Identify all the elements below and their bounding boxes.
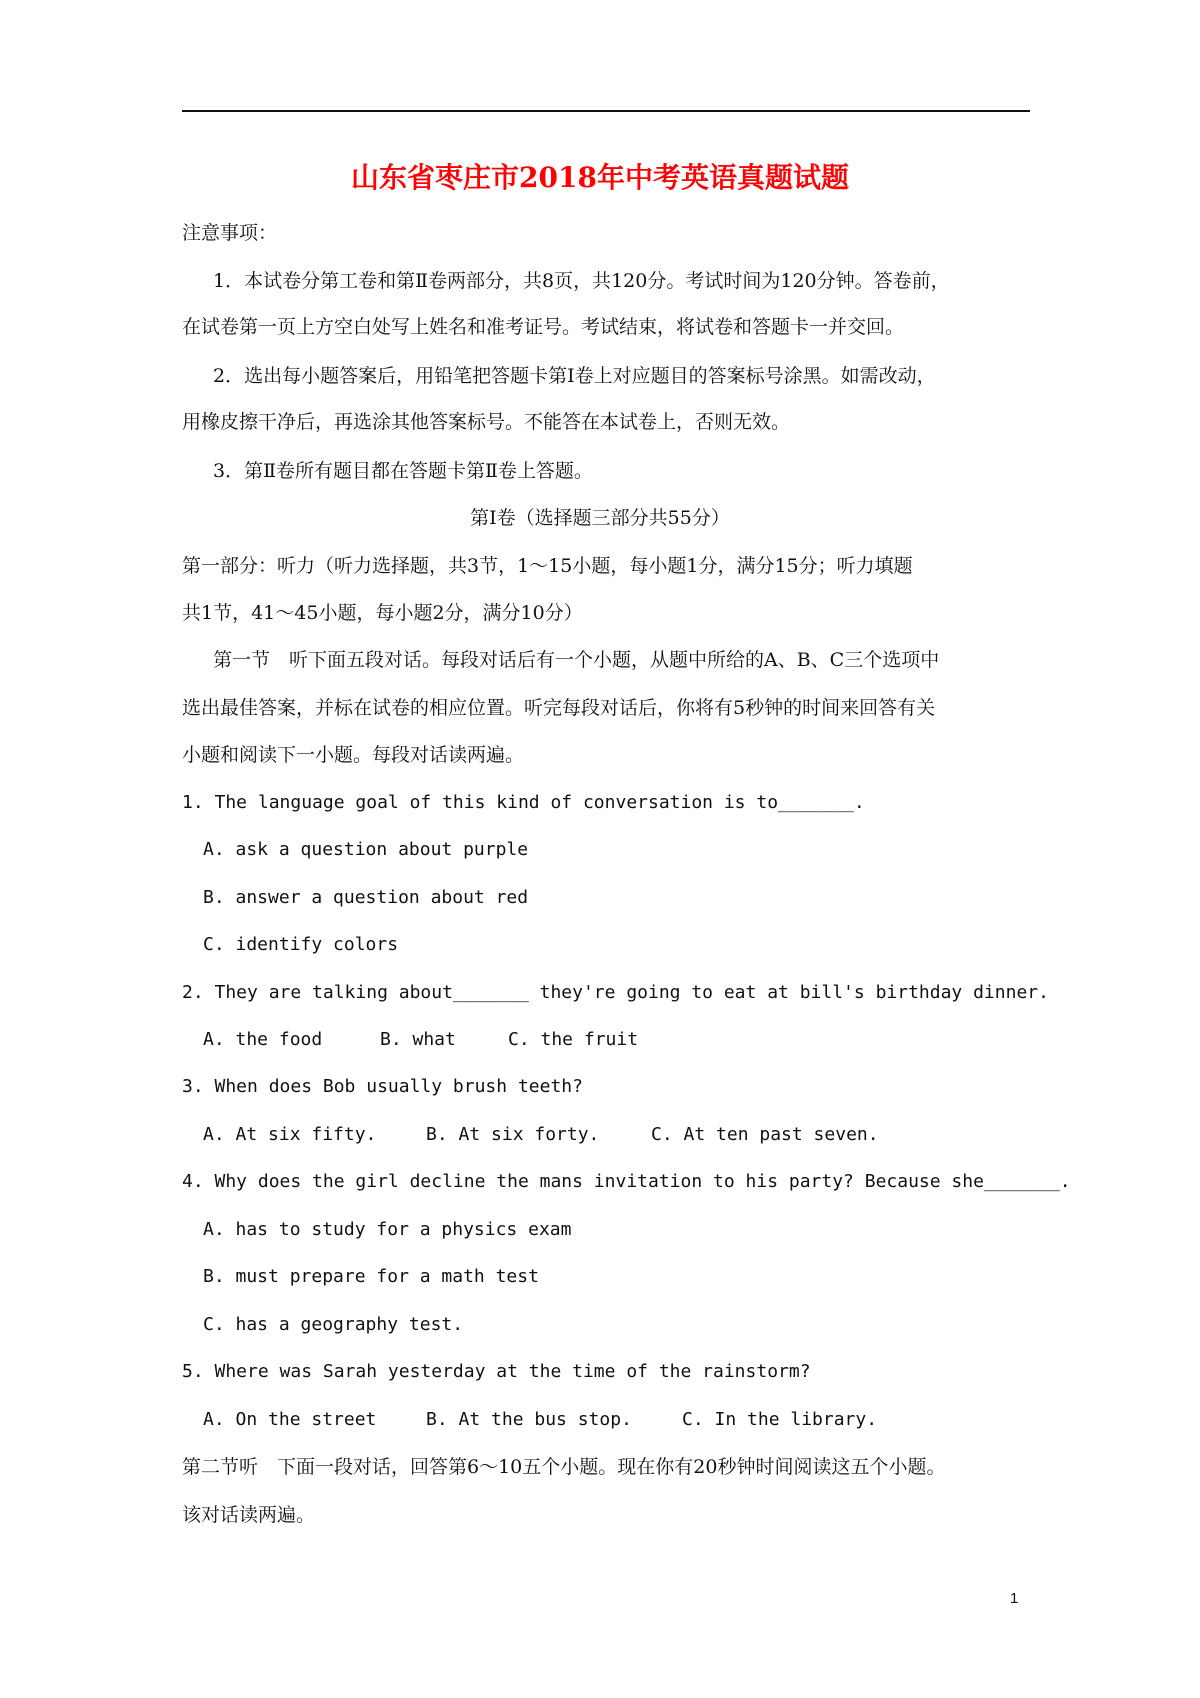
notice-item-1-line-2: 在试卷第一页上方空白处写上姓名和准考证号。考试结束，将试卷和答题卡一并交回。	[182, 316, 905, 338]
question-3-option-a: A. At six fifty.	[203, 1124, 377, 1145]
section1-line-2: 选出最佳答案，并标在试卷的相应位置。听完每段对话后，你将有5秒钟的时间来回答有关	[182, 697, 936, 719]
question-2-stem: 2. They are talking about_______ they're going to eat at bill's birthday dinner.	[182, 982, 1049, 1003]
question-3-option-c: C. At ten past seven.	[651, 1124, 879, 1145]
notice-item-2-line-1: 2．选出每小题答案后，用铅笔把答题卡第Ⅰ卷上对应题目的答案标号涂黑。如需改动，	[213, 365, 936, 387]
question-4-stem: 4. Why does the girl decline the mans invitation to his party? Because she_______.	[182, 1171, 1071, 1192]
question-3-options	[203, 1120, 879, 1150]
question-1-option-a: A. ask a question about purple	[203, 839, 529, 860]
question-5-options	[203, 1405, 877, 1435]
volume-heading: 第Ⅰ卷（选择题三部分共55分）	[470, 507, 730, 529]
document-title: 山东省枣庄市2018年中考英语真题试题	[351, 161, 849, 194]
question-2-option-a: A. the food	[203, 1029, 323, 1050]
notice-item-3: 3．第Ⅱ卷所有题目都在答题卡第Ⅱ卷上答题。	[213, 460, 593, 482]
question-2-option-c: C. the fruit	[508, 1029, 639, 1050]
notice-heading: 注意事项：	[182, 222, 278, 244]
question-4-option-a: A. has to study for a physics exam	[203, 1219, 572, 1240]
question-2-options	[203, 1025, 638, 1055]
question-4-option-c: C. has a geography test.	[203, 1314, 464, 1335]
question-5-stem: 5. Where was Sarah yesterday at the time of the rainstorm?	[182, 1361, 811, 1382]
part1-line-2: 共1节，41～45小题，每小题2分，满分10分）	[182, 602, 583, 624]
page-number: 1	[1010, 1590, 1019, 1607]
question-1-option-c: C. identify colors	[203, 934, 399, 955]
question-1-stem: 1. The language goal of this kind of conversation is to_______.	[182, 792, 865, 813]
section1-line-1: 第一节 听下面五段对话。每段对话后有一个小题，从题中所给的A、B、C三个选项中	[213, 649, 940, 671]
header-rule	[182, 110, 1030, 112]
question-4-option-b: B. must prepare for a math test	[203, 1266, 539, 1287]
part1-line-1: 第一部分：听力（听力选择题，共3节，1～15小题，每小题1分，满分15分；听力填题	[182, 555, 913, 577]
question-5-option-b: B. At the bus stop.	[426, 1409, 632, 1430]
section2-line-2: 该对话读两遍。	[182, 1504, 316, 1526]
question-2-option-b: B. what	[380, 1029, 456, 1050]
question-3-option-b: B. At six forty.	[426, 1124, 600, 1145]
section2-line-1: 第二节听 下面一段对话，回答第6～10五个小题。现在你有20秒钟时间阅读这五个小题。	[182, 1456, 946, 1478]
question-5-option-a: A. On the street	[203, 1409, 377, 1430]
notice-item-1-line-1: 1．本试卷分第工卷和第Ⅱ卷两部分，共8页，共120分。考试时间为120分钟。答卷前，	[213, 270, 950, 292]
question-5-option-c: C. In the library.	[682, 1409, 878, 1430]
question-3-stem: 3. When does Bob usually brush teeth?	[182, 1076, 583, 1097]
notice-item-2-line-2: 用橡皮擦干净后，再选涂其他答案标号。不能答在本试卷上，否则无效。	[182, 411, 791, 433]
question-1-option-b: B. answer a question about red	[203, 887, 529, 908]
section1-line-3: 小题和阅读下一小题。每段对话读两遍。	[182, 744, 525, 766]
